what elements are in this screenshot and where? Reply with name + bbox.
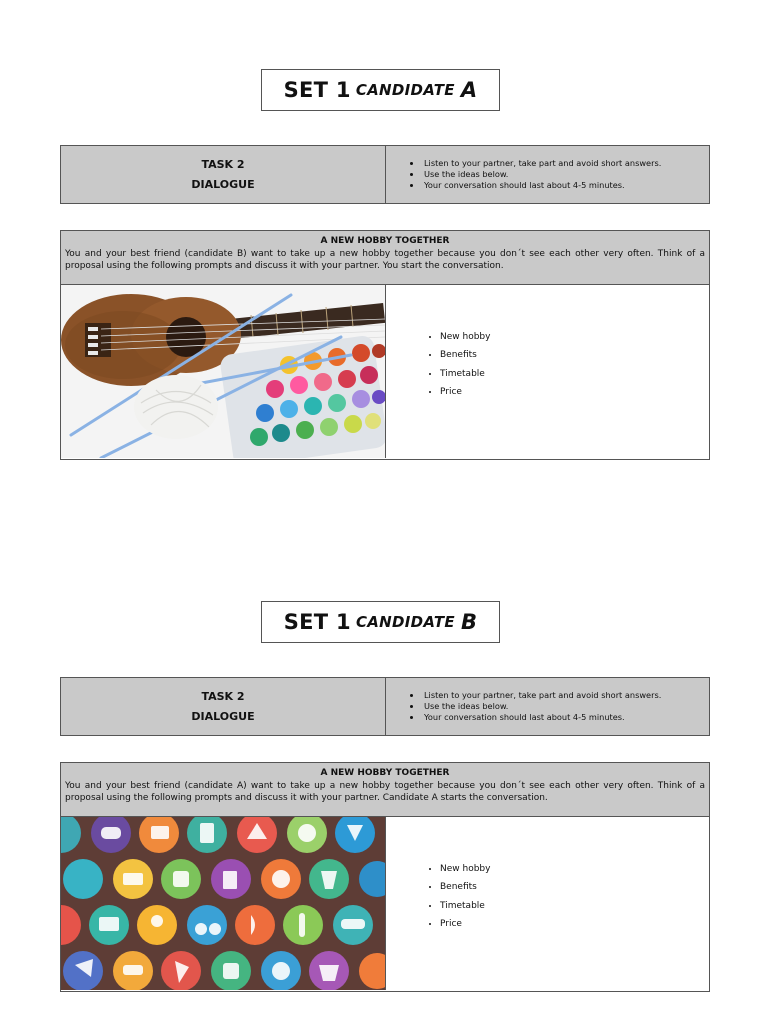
prompt-item: • Benefits [440,878,490,897]
prompt-item: • Price [440,915,490,934]
instruction-item: • Your conversation should last about 4-5 minutes. [422,180,661,191]
set-a-title-letter: A [460,78,478,102]
set-b-task-label [61,678,386,735]
set-b-instructions [386,678,709,735]
set-a-task-box [60,145,710,204]
set-a-hobby-box [60,230,710,460]
set-b-title-candidate: CANDIDATE [355,613,455,631]
set-b-title-main: SET 1 [283,610,351,634]
set-a-title-main: SET 1 [283,78,351,102]
hobby-photo-ukulele-yarn-paints [61,285,386,458]
hobby-icons-svg [61,817,385,990]
set-b-task-number: TASK 2 [201,689,245,703]
instruction-item: • Use the ideas below. [422,169,661,180]
set-b-title [261,601,500,643]
prompt-item: • Timetable [440,365,490,384]
set-a-prompt-list [386,285,709,458]
set-b-task-type: DIALOGUE [191,709,255,723]
set-a-hobby-description: You and your best friend (candidate B) want to take up a new hobby together because you don´t see each other very often. Think of a proposal using the following prompts and discuss it with your partner. You start the conversation. [65,249,705,271]
prompt-item: • Benefits [440,346,490,365]
set-a-task-label [61,146,386,203]
set-b-hobby-box [60,762,710,992]
prompt-item: • New hobby [440,328,490,347]
set-b-task-box [60,677,710,736]
set-a-hobby-header [61,231,709,285]
set-a-hobby-title: A NEW HOBBY TOGETHER [320,236,450,246]
set-a-task-type: DIALOGUE [191,177,255,191]
set-b-title-letter: B [460,610,478,634]
hobby-photo-svg [61,285,385,458]
set-a-title-candidate: CANDIDATE [355,81,455,99]
set-b-hobby-description: You and your best friend (candidate A) want to take up a new hobby together because you don´t see each other very often. Think of a proposal using the following prompts and discuss it with your partner. Candidate A starts the conversation. [65,781,705,803]
instruction-item: • Listen to your partner, take part and avoid short answers. [422,690,661,701]
prompt-item: • New hobby [440,860,490,879]
instruction-item: • Your conversation should last about 4-5 minutes. [422,712,661,723]
set-a-title [261,69,500,111]
prompt-item: • Timetable [440,897,490,916]
set-a-instructions [386,146,709,203]
set-a-task-number: TASK 2 [201,157,245,171]
instruction-item: • Use the ideas below. [422,701,661,712]
instruction-item: • Listen to your partner, take part and avoid short answers. [422,158,661,169]
set-b-hobby-header [61,763,709,817]
set-b-prompt-list [386,817,709,990]
set-b-hobby-title: A NEW HOBBY TOGETHER [320,768,450,778]
prompt-item: • Price [440,383,490,402]
hobby-icons-illustration [61,817,386,990]
